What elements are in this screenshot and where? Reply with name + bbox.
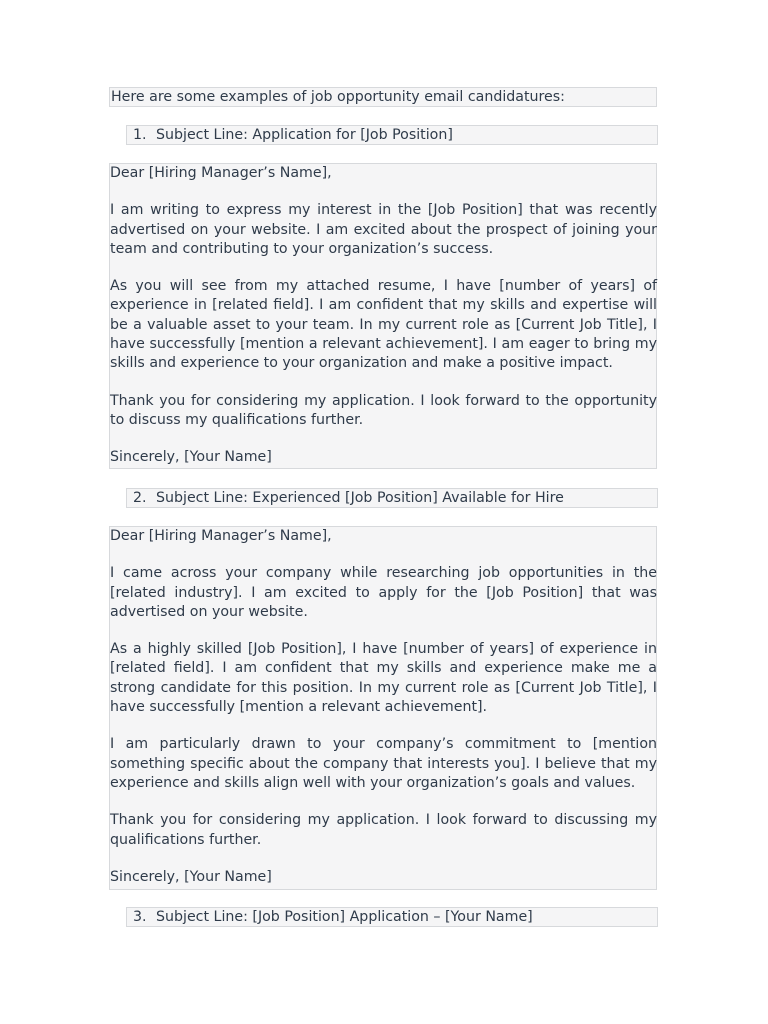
closing: Sincerely, [Your Name] bbox=[110, 449, 272, 466]
subject-text: Subject Line: [Job Position] Application – [Your Name] bbox=[156, 909, 533, 925]
greeting: Dear [Hiring Manager’s Name], bbox=[110, 165, 332, 181]
subject-line-3 bbox=[126, 907, 658, 927]
email-template-2 bbox=[109, 526, 657, 890]
paragraph: Thank you for considering my application. I look forward to the opportunity to discuss my qualifications further. bbox=[110, 392, 657, 428]
subject-line-1 bbox=[126, 125, 658, 145]
list-number: 1. bbox=[133, 127, 147, 143]
paragraph: As you will see from my attached resume, I have [number of years] of experience in [related field]. I am confident that my skills and expertise will be a valuable asset to your team. In my current role as [Current Job Title], I have successfully [mention a relevant achievement]. I am eager to bring my skills and experience to your organization and make a positive impact. bbox=[110, 278, 657, 372]
paragraph: Thank you for considering my application. I look forward to discussing my qualifications further. bbox=[110, 812, 657, 848]
list-number: 3. bbox=[133, 909, 147, 925]
email-template-1 bbox=[109, 163, 657, 469]
closing: Sincerely, [Your Name] bbox=[110, 868, 272, 885]
list-number: 2. bbox=[133, 490, 147, 506]
paragraph: I am writing to express my interest in the [Job Position] that was recently advertised on your website. I am excited about the prospect of joining your team and contributing to your organization’s success. bbox=[110, 202, 657, 257]
greeting: Dear [Hiring Manager’s Name], bbox=[110, 528, 332, 544]
subject-text: Subject Line: Application for [Job Position] bbox=[156, 127, 453, 143]
paragraph: I came across your company while researching job opportunities in the [related industry]. I am excited to apply for the [Job Position] that was advertised on your website. bbox=[110, 565, 657, 620]
subject-text: Subject Line: Experienced [Job Position] Available for Hire bbox=[156, 490, 564, 506]
subject-line-2 bbox=[126, 488, 658, 508]
paragraph: I am particularly drawn to your company’s commitment to [mention something specific about the company that interests you]. I believe that my experience and skills align well with your organization’s goals and values. bbox=[110, 736, 657, 791]
intro-text: Here are some examples of job opportunity email candidatures: bbox=[109, 87, 657, 107]
paragraph: As a highly skilled [Job Position], I have [number of years] of experience in [related field]. I am confident that my skills and experience make me a strong candidate for this position. In my current role as [Current Job Title], I have successfully [mention a relevant achievement]. bbox=[110, 641, 657, 716]
